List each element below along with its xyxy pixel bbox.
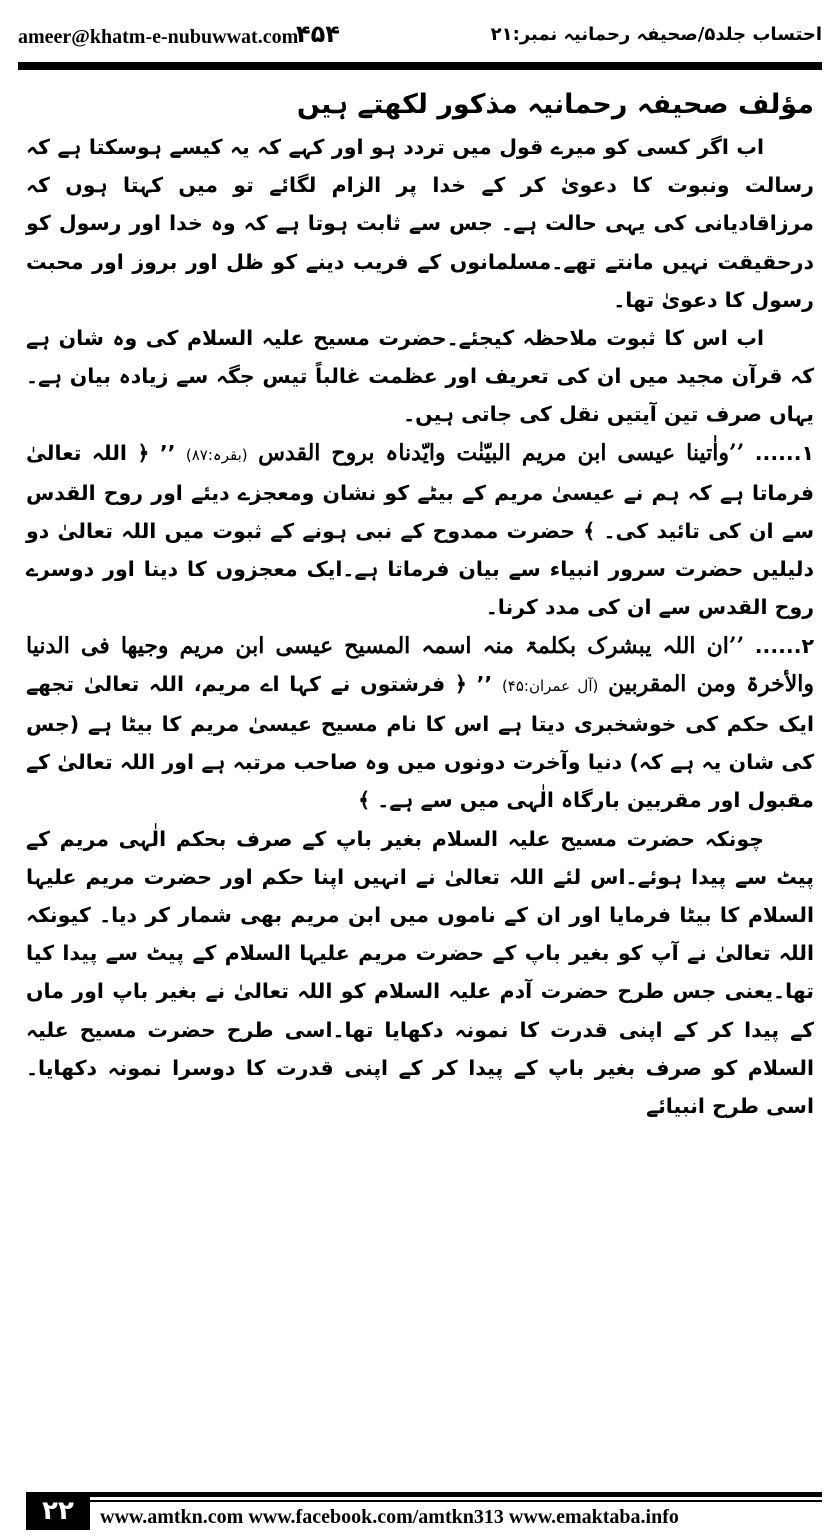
verse-2-number: ۲...... (754, 633, 814, 658)
paragraph-1: اب اگر کسی کو میرے قول میں تردد ہو اور کہے کہ یہ کیسے ہوسکتا ہے کہ رسالت ونبوت کا دعویٰ کر کے خدا پر الزام لگائے تو میں کہتا ہوں کہ مرزاقادیانی کی یہی حالت ہے۔ جس سے ثابت ہوتا ہے کہ وہ خدا اور رسول کو درحقیقت نہیں مانتے تھے۔مسلمانوں کے فریب دینے کو ظل اور بروز اور محبت رسول کا دعویٰ تھا۔ (26, 135, 814, 312)
footer-rule-thin (90, 1500, 822, 1502)
paragraph-2: اب اس کا ثبوت ملاحظہ کیجئے۔حضرت مسیح علیہ السلام کی وہ شان ہے کہ قرآن مجید میں ان کی تعریف اور عظمت غالباً تیس جگہ سے زیادہ بیان ہے۔ یہاں صرف تین آیتیں نقل کی جاتی ہیں۔ (26, 326, 814, 427)
page-body (26, 82, 814, 1125)
footer-page-number: ۲۲ (26, 1492, 90, 1530)
header-rule (18, 62, 822, 70)
footer-rule (90, 1492, 822, 1497)
verse-2-translation: ’’ ﴿ فرشتوں نے کہا اے مریم، اللہ تعالیٰ تجھے ایک حکم کی خوشخبری دیتا ہے اس کا نام مسیح عیسیٰ مریم کا بیٹا ہے (جس کی شان یہ ہے کہ) دنیا وآخرت دونوں میں وہ صاحب مرتبہ ہے اور اللہ تعالیٰ کے مقبول اور مقربین بارگاہ الٰہی میں سے ہے۔ ﴾ (26, 671, 814, 813)
footer-links: www.amtkn.com www.facebook.com/amtkn313 www.emaktaba.info (100, 1506, 679, 1528)
paragraph-3: چونکہ حضرت مسیح علیہ السلام بغیر باپ کے صرف بحکم الٰہی مریم کے پیٹ سے پیدا ہوئے۔اس لئے اللہ تعالیٰ نے انہیں اپنا حکم اور حضرت مریم علیہا السلام کا بیٹا فرمایا اور ان کے ناموں میں ابن مریم بھی شمار کر دیا۔ کیونکہ اللہ تعالیٰ نے آپ کو بغیر باپ کے حضرت مریم علیہا السلام کے پیٹ سے پیدا کیا تھا۔یعنی جس طرح حضرت آدم علیہ السلام کو اللہ تعالیٰ نے بغیر باپ اور ماں کے پیدا کر کے اپنی قدرت کا نمونہ دکھایا تھا۔اسی طرح حضرت مسیح علیہ السلام کو صرف بغیر باپ کے پیدا کر کے اپنی قدرت کا دوسرا نمونہ دکھایا۔ اسی طرح انبیائے (26, 826, 814, 1119)
verse-1-translation: ’’ ﴿ اللہ تعالیٰ فرماتا ہے کہ ہم نے عیسیٰ مریم کے بیٹے کو نشان ومعجزے دیئے اور روح القدس سے ان کی تائید کی۔ ﴾ حضرت ممدوح کے نبی ہونے کے ثبوت میں اللہ تعالیٰ دو دلیلیں حضرت سرور انبیاء سے بیان فرماتا ہے۔ایک معجزوں کا دینا اور دوسرے روح القدس سے ان کی مدد کرنا۔ (26, 440, 814, 620)
verse-1-reference: (بقرہ:۸۷) (185, 445, 248, 464)
header-page-number: ۴۵۴ (296, 20, 340, 48)
verse-2-arabic: ’’ان اللہ یبشرک بکلمۃ منہ اسمہ المسیح عیسی ابن مریم وجیھا فی الدنیا والأخرۃ ومن المقربین (26, 632, 814, 697)
verse-1-arabic: ’’واٰتینا عیسی ابن مریم البیّنٰت وایّدناہ بروح القدس (258, 439, 745, 466)
section-heading: مؤلف صحیفہ رحمانیہ مذکور لکھتے ہیں (296, 89, 814, 120)
verse-2-reference: (آل عمران:۴۵) (501, 676, 599, 695)
verse-1 (26, 434, 814, 627)
page-header (18, 18, 822, 58)
verse-1-number: ۱...... (754, 440, 814, 465)
header-book-title: احتساب جلد۵/صحیفہ رحمانیہ نمبر:۲۱ (490, 24, 822, 45)
header-email: ameer@khatm-e-nubuwwat.com (18, 26, 299, 48)
verse-2 (26, 627, 814, 820)
